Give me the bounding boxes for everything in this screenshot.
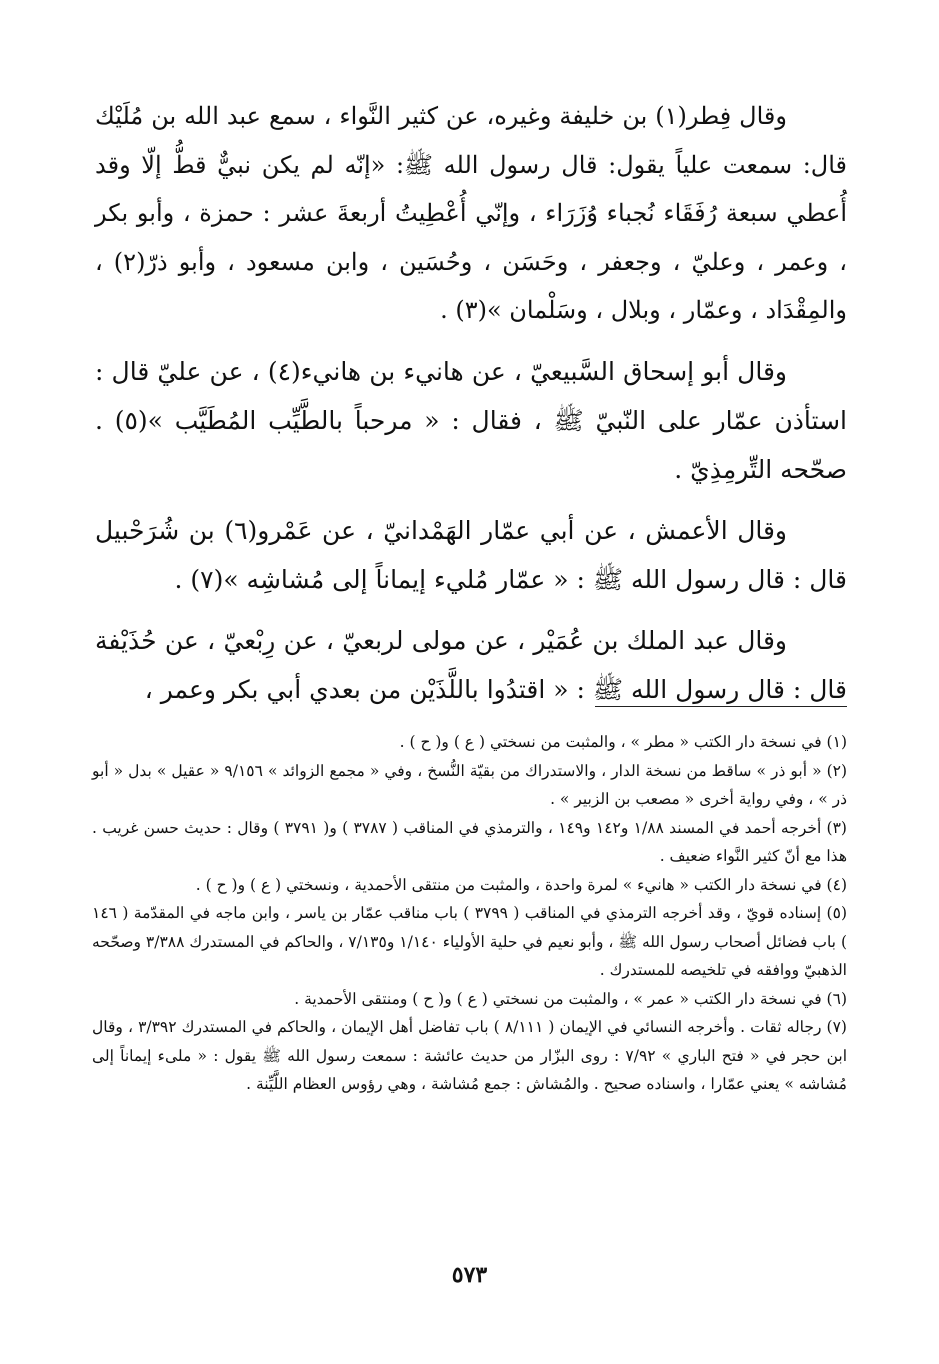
paragraph-ammar-welcome: وقال أبو إسحاق السَّبيعيّ ، عن هانيء بن هانيء(٤) ، عن عليّ قال : استأذن عمّار على النّبيّ ﷺ ، فقال : « مرحباً بالطَّيِّب المُطَيَّب »(٥) . صحّحه التِّرمِذِيّ . <box>95 356 847 484</box>
footnotes <box>92 728 847 1099</box>
main-text-body <box>95 92 847 726</box>
footnote-1: (١) في نسخة دار الكتب « مطر » ، والمثبت من نسختي ( ع ) و( ح ) . <box>399 733 847 751</box>
footnote-2: (٢) « أبو ذر » ساقط من نسخة الدار ، والاستدراك من بقيّة النُّسخ ، وفي « مجمع الزوائد » ٩/١٥٦ « عقيل » بدل « أبو ذر » ، وفي رواية أخرى « مصعب بن الزبير » . <box>92 761 848 808</box>
page-number: ٥٧٣ <box>451 1262 488 1288</box>
footnote-divider <box>595 706 847 707</box>
footnote-3: (٣) أخرجه أحمد في المسند ١/٨٨ و١٤٢ و١٤٩ ، والترمذي في المناقب ( ٣٧٨٧ ) و( ٣٧٩١ ) وقال : حديث حسن غريب . هذا مع أنّ كثير النَّواء ضعيف . <box>92 818 847 865</box>
footnote-4: (٤) في نسخة دار الكتب « هانيء » لمرة واحدة ، والمثبت من منتقى الأحمدية ، ونسختي ( ع ) و( ح ) . <box>195 875 847 894</box>
footnote-6: (٦) في نسخة دار الكتب « عمر » ، والمثبت من نسختي ( ع ) و( ح ) ومنتقى الأحمدية . <box>294 989 847 1008</box>
paragraph-iqtadu: وقال عبد الملك بن عُمَيْر ، عن مولى لربعيّ ، عن رِبْعيّ ، عن حُذَيْفة قال : قال رسول الله ﷺ : « اقتدُوا باللَّذَيْن من بعدي أبي بكر وعمر ، <box>95 625 847 704</box>
footnote-7: (٧) رجاله ثقات . وأخرجه النسائي في الإيمان ( ٨/١١١ ) باب تفاضل أهل الإيمان ، والحاكم في المستدرك ٣/٣٩٢ ، وقال ابن حجر في « فتح الباري » ٧/٩٢ : روى البزّار من حديث عائشة : سمعت رسول الله ﷺ يقول : « ملىء إيماناً إلى مُشاشه » يعني عمّارا ، واسناده صحيح . والمُشاش : جمع مُشاشة ، وهي رؤوس العظام اللَّيِّنة . <box>92 1018 847 1093</box>
footnote-5: (٥) إسناده قويّ ، وقد أخرجه الترمذي في المناقب ( ٣٧٩٩ ) باب مناقب عمّار بن ياسر ، وابن ماجه في المقدّمة ( ١٤٦ ) باب فضائل أصحاب رسول الله ﷺ ، وأبو نعيم في حلية الأولياء ١/١٤٠ و٧/١٣٥ ، والحاكم في المستدرك ٣/٣٨٨ وصحّحه الذهبيّ ووافقه في تلخيصه للمستدرك . <box>92 904 847 979</box>
paragraph-ammar-iman: وقال الأعمش ، عن أبي عمّار الهَمْدانيّ ، عن عَمْرو(٦) بن شُرَحْبيل قال : قال رسول الله ﷺ : « عمّار مُليء إيماناً إلى مُشاشِه »(٧) . <box>95 515 847 594</box>
paragraph-fitr-hadith: وقال فِطر(١) بن خليفة وغيره، عن كثير النَّواء ، سمع عبد الله بن مُلَيْك قال: سمعت علياً يقول: قال رسول الله ﷺ: «إنّه لم يكن نبيٌّ قطُّ إلّا وقد أُعطي سبعة رُفَقَاء نُجباء وُزَرَاء ، وإنّي أُعْطِيتُ أربعةَ عشر : حمزة ، وأبو بكر ، وعمر ، وعليّ ، وجعفر ، وحَسَن ، وحُسَين ، وابن مسعود ، وأبو ذرّ(٢) ، والمِقْدَاد ، وعمّار ، وبلال ، وسَلْمان »(٣) . <box>95 102 847 324</box>
